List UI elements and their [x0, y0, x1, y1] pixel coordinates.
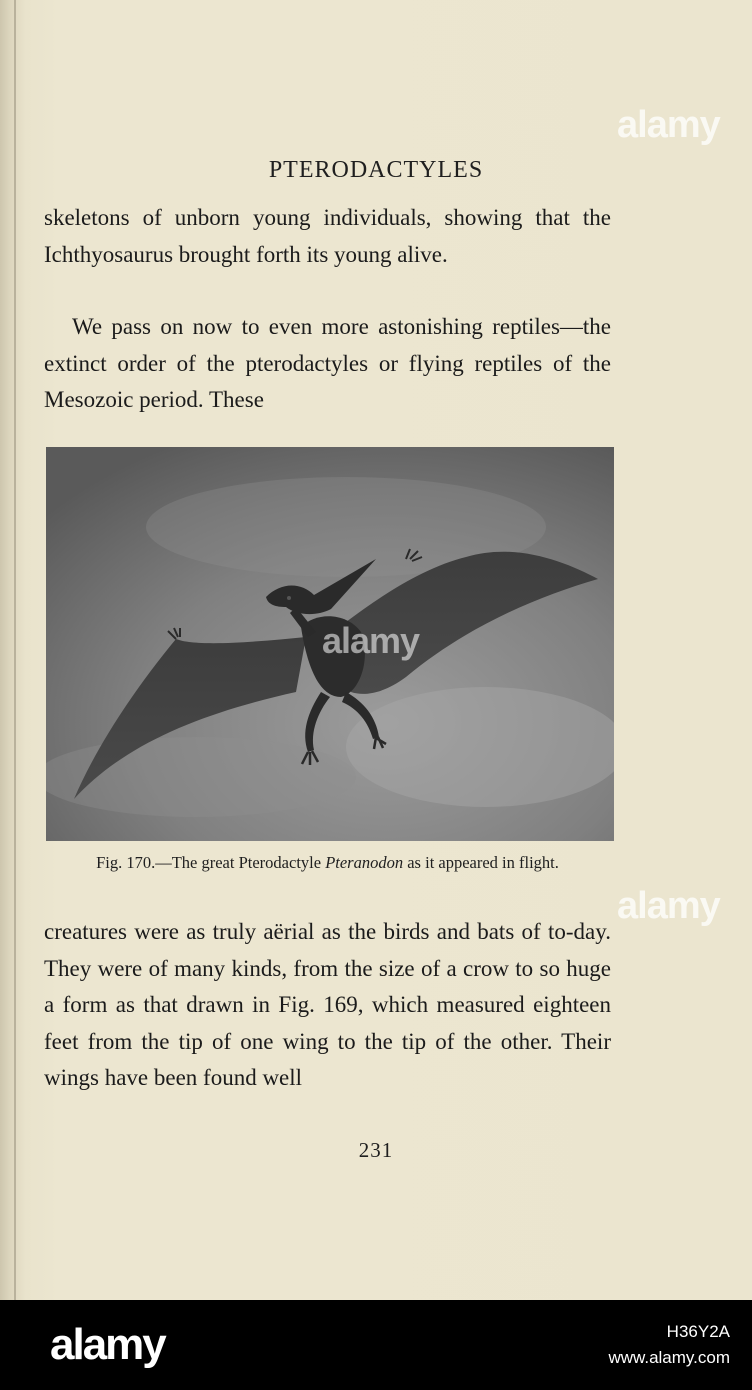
paragraph-3: creatures were as truly aërial as the birds and bats of to-day. They were of many kinds, from the size of a crow to so huge a form as that drawn in Fig. 169, which measured eighteen feet from the tip of one wing to the tip of the other. Their wings have been found well — [44, 919, 611, 1090]
eye — [287, 596, 291, 600]
paragraph-1: skeletons of unborn young individuals, showing that the Ichthyosaurus brought forth its young alive. — [44, 205, 611, 267]
running-head: PTERODACTYLES — [268, 157, 484, 183]
paragraph-2: We pass on now to even more astonishing reptiles—the extinct order of the pterodactyles or flying reptiles of the Mesozoic period. These — [44, 314, 611, 412]
site-url: www.alamy.com — [608, 1348, 730, 1367]
image-id: H36Y2A — [666, 1322, 730, 1341]
caption-prefix: Fig. 170.—The great Pterodactyle — [96, 853, 326, 872]
stock-footer-bar — [0, 1300, 752, 1390]
caption-genus: Pteranodon — [325, 853, 404, 872]
watermark-text: alamy — [617, 104, 720, 146]
page-spine-line — [14, 0, 16, 1300]
watermark-text: alamy — [617, 885, 720, 927]
figure-caption — [44, 853, 611, 873]
watermark-text: alamy — [322, 620, 420, 661]
page-number: 231 — [358, 1138, 394, 1162]
brand-logo: alamy — [50, 1320, 165, 1369]
cloud — [346, 687, 614, 807]
caption-suffix: as it appeared in flight. — [403, 853, 559, 872]
